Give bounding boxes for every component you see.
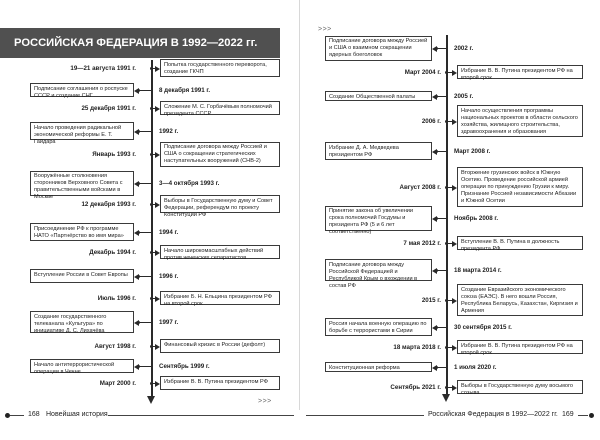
event-box: Вторжение грузинских войск в Южную Осетию. Проведение российской армией операции по принуждению Грузии к миру. Признание Россией независимости Абхазии и Южной Осетии	[457, 167, 583, 207]
event-date: 2002 г.	[454, 44, 474, 52]
event-connector	[139, 90, 151, 91]
event-date: Сентябрь 1999 г.	[159, 362, 210, 370]
event-box: Вооружённые столкновения сторонников Верховного Совета с правительственными войсками в Москве	[30, 171, 134, 196]
event-box: Россия начала военную операцию по борьбе с террористами в Сирии	[325, 318, 432, 336]
event-arrow	[134, 88, 139, 94]
event-arrow	[452, 385, 457, 391]
event-box: Избрание Б. Н. Ельцина президентом РФ на второй срок	[160, 291, 280, 305]
event-connector	[437, 151, 446, 152]
event-arrow	[432, 268, 437, 274]
page-number: 169	[562, 411, 574, 418]
event-arrow	[155, 106, 160, 112]
event-connector	[139, 183, 151, 184]
event-date: 12 декабря 1993 г.	[81, 200, 136, 208]
event-date: 19—21 августа 1991 г.	[70, 64, 136, 72]
footer-rule	[306, 415, 424, 416]
event-arrow	[134, 274, 139, 280]
event-arrow	[452, 119, 457, 125]
event-arrow	[432, 149, 437, 155]
event-box: Подписание договора между Россией и США о взаимном сокращении ядерных боеголовок	[325, 36, 432, 61]
footer-rule	[108, 415, 294, 416]
event-box: Выборы в Государственную думу и Совет Федерации, референдум по проекту Конституции РФ	[160, 195, 280, 213]
event-date: 30 сентября 2015 г.	[454, 323, 512, 331]
event-date: 18 марта 2014 г.	[454, 266, 502, 274]
event-arrow	[155, 66, 160, 72]
event-connector	[437, 48, 446, 49]
footer-rule	[578, 415, 588, 416]
event-date: 25 декабря 1991 г.	[81, 104, 136, 112]
event-box: Начало широкомасштабных действий против чеченских сепаратистов	[160, 245, 280, 259]
event-box: Вступление России в Совет Европы	[30, 269, 134, 283]
event-arrow	[134, 129, 139, 135]
event-date: 3—4 октября 1993 г.	[159, 179, 220, 187]
event-date: Март 2008 г.	[454, 147, 491, 155]
event-arrow	[452, 185, 457, 191]
event-box: Подписание договора между Российской Федерацией и Республикой Крым о вхождении в состав РФ	[325, 259, 432, 281]
event-box: Избрание Д. А. Медведева президентом РФ	[325, 142, 432, 160]
event-connector	[139, 276, 151, 277]
event-connector	[437, 327, 446, 328]
event-arrow	[134, 230, 139, 236]
event-connector	[139, 322, 151, 323]
event-arrow	[432, 365, 437, 371]
event-box: Создание Евразийского экономического союза (ЕАЭС). В него вошли Россия, Республика Беларусь, Казахстан, Киргизия и Армения	[457, 284, 583, 316]
event-date: 7 мая 2012 г.	[403, 239, 441, 247]
event-date: Сентябрь 2021 г.	[390, 383, 441, 391]
timeline-axis-arrow	[442, 394, 450, 402]
event-arrow	[155, 152, 160, 158]
event-date: 2006 г.	[421, 117, 441, 125]
event-arrow	[155, 381, 160, 387]
event-date: 18 марта 2018 г.	[393, 343, 441, 351]
event-connector	[437, 367, 446, 368]
event-date: 2015 г.	[421, 296, 441, 304]
event-box: Избрание В. В. Путина президентом РФ	[160, 376, 280, 390]
event-date: Август 2008 г.	[399, 183, 441, 191]
event-connector	[139, 131, 151, 132]
event-box: Начало проведения радикальной экономической реформы Е. Т. Гайдара	[30, 122, 134, 140]
event-connector	[139, 366, 151, 367]
event-box: Конституционная реформа	[325, 362, 432, 372]
event-box: Сложение М. С. Горбачёвым полномочий президента СССР	[160, 101, 280, 115]
running-title: Российская Федерация в 1992—2022 гг.	[428, 411, 558, 418]
event-connector	[139, 232, 151, 233]
event-box: Избрание В. В. Путина президентом РФ на второй срок	[457, 340, 583, 354]
event-date: Март 2000 г.	[99, 379, 136, 387]
event-arrow	[155, 296, 160, 302]
event-arrow	[452, 298, 457, 304]
event-date: 1996 г.	[159, 272, 179, 280]
continuation-marker: >>>	[318, 26, 332, 33]
page-number: 168	[28, 411, 40, 418]
event-date: Декабрь 1994 г.	[89, 248, 136, 256]
event-arrow	[452, 70, 457, 76]
event-date: Март 2004 г.	[404, 68, 441, 76]
event-arrow	[134, 364, 139, 370]
event-connector	[437, 218, 446, 219]
event-box: Создание государственного телеканала «Культура» по инициативе Д. С. Лихачёва	[30, 311, 134, 333]
event-date: 1 июля 2020 г.	[454, 363, 497, 371]
footer-bullet	[589, 413, 594, 418]
event-box: Подписание договора между Россией и США о сокращении стратегических наступательных вооружений (СНВ-2)	[160, 142, 280, 167]
event-arrow	[134, 181, 139, 187]
running-title: Новейшая история	[46, 411, 108, 418]
event-arrow	[432, 94, 437, 100]
event-date: Январь 1993 г.	[92, 150, 136, 158]
continuation-marker: >>>	[258, 398, 272, 405]
page-title: РОССИЙСКАЯ ФЕДЕРАЦИЯ В 1992—2022 гг.	[0, 28, 280, 58]
event-box: Подписание соглашения о роспуске СССР и создание СНГ	[30, 83, 134, 97]
event-date: 1992 г.	[159, 127, 179, 135]
event-box: Вступление В. В. Путина в должность президента РФ	[457, 236, 583, 250]
event-box: Принятие закона об увеличении срока полномочий Госдумы и президента РФ (5 и 6 лет соответственно)	[325, 206, 432, 231]
event-box: Начало антитеррористической операции в Чечне	[30, 359, 134, 373]
event-box: Попытка государственного переворота, создание ГКЧП	[160, 59, 280, 77]
event-box: Выборы в Государственную думу восьмого созыва	[457, 380, 583, 394]
event-arrow	[155, 202, 160, 208]
footer-rule	[10, 415, 24, 416]
event-arrow	[452, 241, 457, 247]
event-box: Присоединение РФ к программе НАТО «Партнёрство во имя мира»	[30, 223, 134, 241]
event-date: Июль 1996 г.	[97, 294, 136, 302]
event-connector	[437, 96, 446, 97]
timeline-axis	[446, 35, 448, 395]
event-date: Ноябрь 2008 г.	[454, 214, 499, 222]
event-date: 1994 г.	[159, 228, 179, 236]
timeline-axis-arrow	[147, 396, 155, 404]
event-date: Август 1998 г.	[94, 342, 136, 350]
event-box: Финансовый кризис в России (дефолт)	[160, 339, 280, 353]
event-date: 2005 г.	[454, 92, 474, 100]
event-box: Начало осуществления программы национальных проектов в области сельского хозяйства, жилищного строительства, здравоохранения и образования	[457, 105, 583, 137]
event-arrow	[432, 216, 437, 222]
event-arrow	[452, 345, 457, 351]
event-arrow	[432, 46, 437, 52]
event-box: Избрание В. В. Путина президентом РФ на второй срок	[457, 65, 583, 79]
event-arrow	[134, 320, 139, 326]
event-date: 1997 г.	[159, 318, 179, 326]
event-date: 8 декабря 1991 г.	[159, 86, 211, 94]
event-box: Создание Общественной палаты	[325, 91, 432, 101]
right-page	[300, 0, 600, 440]
event-connector	[437, 270, 446, 271]
event-arrow	[432, 325, 437, 331]
event-arrow	[155, 250, 160, 256]
event-arrow	[155, 344, 160, 350]
